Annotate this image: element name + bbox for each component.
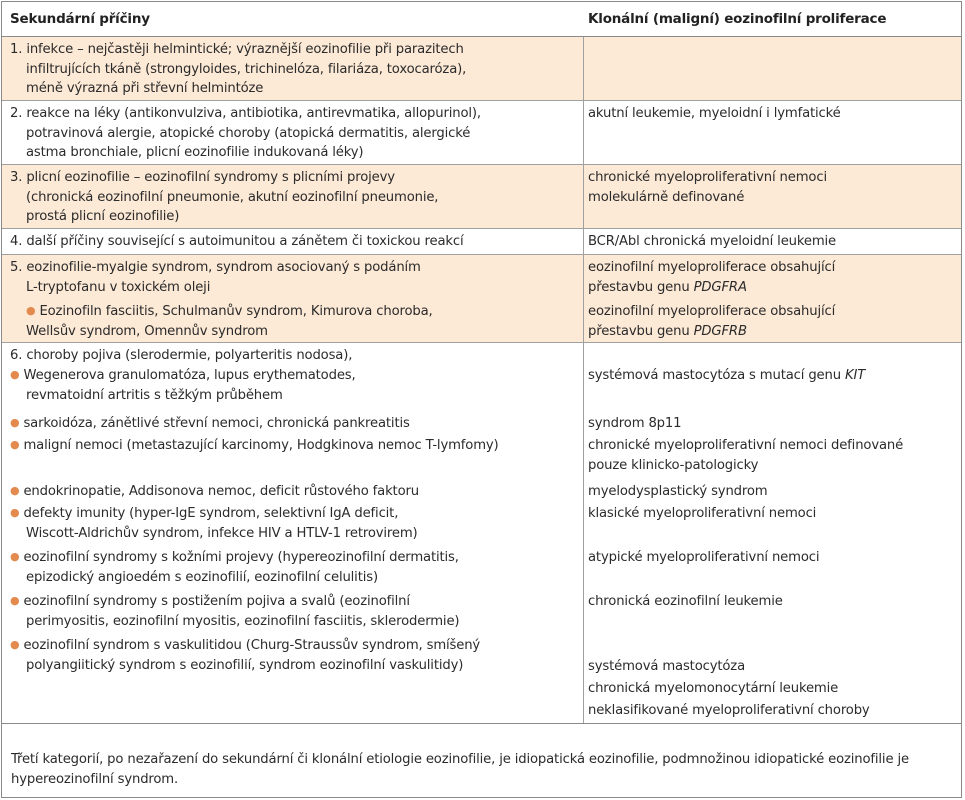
gene-name: PDGFRA: [693, 279, 747, 295]
cause-text: 4. další příčiny související s autoimunitou a zánětem či toxickou reakcí: [10, 234, 464, 249]
clonal-text: chronické myeloproliferativní nemoci definované: [588, 438, 904, 453]
cause-cell: [2, 255, 582, 299]
cause-cell: [2, 363, 582, 407]
clonal-cell: [586, 411, 961, 435]
clonal-text: chronická myelomonocytární leukemie: [588, 681, 839, 696]
clonal-cell: [586, 299, 961, 342]
cause-cell: [2, 101, 582, 164]
cause-text: sarkoidóza, zánětlivé střevní nemoci, chronická pankreatitis: [23, 416, 410, 431]
table-footnote: [2, 736, 961, 798]
cause-text: prostá plicní eozinofilie): [26, 209, 180, 225]
cause-cell: [2, 411, 582, 435]
cause-text: perimyositis, eozinofilní myositis, eozinofilní fasciitis, sklerodermie): [26, 613, 460, 629]
bullet-icon: ●: [10, 368, 20, 381]
cause-text: L-tryptofanu v toxickém oleji: [26, 279, 211, 295]
bullet-icon: ●: [10, 416, 20, 429]
cause-text: epizodický angioedém s eozinofilií, eozinofilní celulitis): [26, 569, 378, 585]
clonal-text: systémová mastocytóza: [588, 659, 746, 674]
clonal-text: přestavbu genu: [588, 323, 690, 339]
cause-text: revmatoidní artritis s těžkým průběhem: [26, 387, 283, 403]
cause-text: infiltrujících tkáně (strongyloides, trichinelóza, filariáza, toxocaróza),: [26, 61, 467, 77]
cause-text: astma bronchiale, plicní eozinofilie indukovaná léky): [26, 145, 364, 161]
cause-cell: [2, 479, 582, 503]
cause-cell: [2, 589, 582, 633]
bullet-icon: ●: [26, 304, 36, 317]
header-clonal-proliferation: Klonální (maligní) eozinofilní proliferace: [588, 11, 887, 27]
cause-text: 1. infekce – nejčastěji helmintické; výraznější eozinofilie při parazitech: [10, 42, 464, 57]
cause-text: Wiscott-Aldrichův syndrom, infekce HIV a HTLV-1 retrovirem): [26, 525, 418, 541]
clonal-cell: [586, 501, 961, 525]
cause-text: (chronická eozinofilní pneumonie, akutní eozinofilní pneumonie,: [26, 189, 439, 205]
table-row: [2, 343, 961, 724]
clonal-text: neklasifikované myeloproliferativní choroby: [588, 703, 870, 718]
cause-text: Wellsův syndrom, Omennův syndrom: [26, 323, 268, 339]
header-secondary-causes: Sekundární příčiny: [10, 11, 150, 27]
cause-text: eozinofilní syndromy s postižením pojiva a svalů (eozinofilní: [23, 594, 410, 609]
table-frame: [1, 1, 962, 798]
clonal-cell: [586, 229, 961, 254]
clonal-cell: [586, 653, 961, 723]
cause-text: maligní nemoci (metastazující karcinomy, Hodgkinova nemoc T-lymfomy): [23, 438, 499, 453]
clonal-text: chronická eozinofilní leukemie: [588, 594, 783, 609]
cause-cell: [2, 633, 582, 677]
gene-name: PDGFRB: [693, 323, 747, 339]
clonal-cell: [586, 165, 961, 228]
cause-text: méně výrazná při střevní helmintóze: [26, 81, 264, 97]
clonal-text: atypické myeloproliferativní nemoci: [588, 550, 820, 565]
bullet-icon: ●: [10, 550, 20, 563]
cause-cell: [2, 433, 582, 477]
cause-text: 2. reakce na léky (antikonvulziva, antibiotika, antirevmatika, allopurinol),: [10, 106, 481, 121]
cause-text: Eozinofiln fasciitis, Schulmanův syndrom, Kimurova choroba,: [39, 304, 433, 319]
clonal-text: chronické myeloproliferativní nemoci: [588, 170, 827, 185]
cause-text: defekty imunity (hyper-IgE syndrom, selektivní IgA deficit,: [23, 506, 399, 521]
cause-cell: [2, 229, 582, 254]
clonal-text: klasické myeloproliferativní nemoci: [588, 506, 817, 521]
gene-name: KIT: [844, 368, 866, 383]
cause-text: 5. eozinofilie-myalgie syndrom, syndrom asociovaný s podáním: [10, 260, 421, 275]
cause-cell: [2, 299, 582, 342]
cause-cell: [2, 165, 582, 228]
clonal-cell: [586, 433, 961, 477]
cause-text: 6. choroby pojiva (slerodermie, polyarteritis nodosa),: [10, 348, 353, 363]
clonal-cell: [586, 37, 961, 100]
footnote-text: Třetí kategorií, po nezařazení do sekundární či klonální etiologie eozinofilie, je idiopatická eozinofilie, podmnožinou idiopatické eozinofilie je hypereozinofilní syndrom.: [11, 752, 909, 787]
bullet-icon: ●: [10, 438, 20, 451]
cause-text: potravinová alergie, atopické choroby (atopická dermatitis, alergické: [26, 125, 471, 141]
bullet-icon: ●: [10, 638, 20, 651]
clonal-cell: [586, 255, 961, 299]
clonal-text: BCR/Abl chronická myeloidní leukemie: [588, 234, 837, 249]
table-header: [2, 2, 961, 37]
clonal-cell: [586, 479, 961, 503]
clonal-text: syndrom 8p11: [588, 416, 682, 431]
bullet-icon: ●: [10, 594, 20, 607]
bullet-icon: ●: [10, 506, 20, 519]
clonal-text: eozinofilní myeloproliferace obsahující: [588, 304, 836, 319]
clonal-cell: [586, 545, 961, 569]
clonal-text: pouze klinicko-patologicky: [588, 457, 759, 473]
cause-cell: [2, 37, 582, 100]
cause-text: eozinofilní syndrom s vaskulitidou (Churg-Straussův syndrom, smíšený: [23, 638, 481, 653]
cause-text: Wegenerova granulomatóza, lupus erythematodes,: [23, 368, 356, 383]
table-row: [2, 37, 961, 101]
cause-text: eozinofilní syndromy s kožními projevy (hypereozinofilní dermatitis,: [23, 550, 459, 565]
cause-text: 3. plicní eozinofilie – eozinofilní syndromy s plicními projevy: [10, 170, 395, 185]
clonal-text: akutní leukemie, myeloidní i lymfatické: [588, 106, 841, 121]
clonal-cell: [586, 589, 961, 613]
cause-cell: [2, 545, 582, 589]
cause-text: polyangiitický syndrom s eozinofilií, syndrom eozinofilní vaskulitidy): [26, 657, 464, 673]
table-row: [2, 229, 961, 255]
clonal-text: eozinofilní myeloproliferace obsahující: [588, 260, 836, 275]
clonal-text: myelodysplastický syndrom: [588, 484, 768, 499]
clonal-text: přestavbu genu: [588, 279, 690, 295]
cause-text: endokrinopatie, Addisonova nemoc, deficit růstového faktoru: [23, 484, 419, 499]
bullet-icon: ●: [10, 484, 20, 497]
table-row: [2, 255, 961, 343]
clonal-text: systémová mastocytóza s mutací genu: [588, 368, 841, 383]
cause-cell: [2, 501, 582, 545]
table-row: [2, 165, 961, 229]
table-row: [2, 101, 961, 165]
clonal-cell: [586, 363, 961, 407]
clonal-text: molekulárně definované: [588, 189, 745, 205]
clonal-cell: [586, 101, 961, 164]
